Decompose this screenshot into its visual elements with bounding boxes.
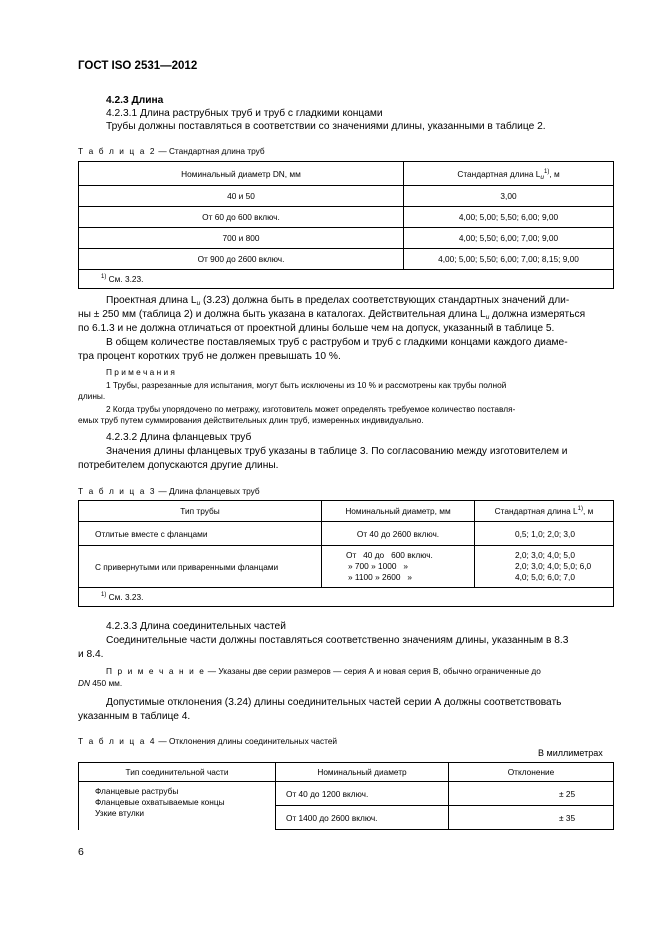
table4-cell-deviation: ± 25	[449, 782, 614, 806]
table2-cell-dn: От 60 до 600 включ.	[79, 207, 404, 228]
section-title-4-2-3-3: 4.2.3.3 Длина соединительных частей	[106, 621, 286, 632]
table-row	[79, 522, 614, 546]
section-title-4-2-3: 4.2.3 Длина	[106, 95, 164, 106]
table3-cell-length: 0,5; 1,0; 2,0; 3,0	[475, 522, 614, 546]
note-series-line-2: DN 450 мм.	[78, 678, 123, 688]
table4-units: В миллиметрах	[538, 748, 603, 758]
table4-cell-deviation: ± 35	[449, 806, 614, 830]
document-header: ГОСТ ISO 2531—2012	[78, 60, 198, 72]
paragraph-deviations-2: указанным в таблице 4.	[78, 711, 191, 722]
paragraph-design-length-1: Проектная длина $L_u$ (3.23) должна быть в пределах соответствующих стандартных значений дли-	[106, 295, 570, 307]
table4-header-dn: Номинальный диаметр	[276, 763, 449, 782]
table3-cell-dn: От 40 до 2600 включ.	[322, 522, 475, 546]
note-1-line-2: длины.	[78, 391, 106, 401]
table2-caption: Т а б л и ц а 2 — Стандартная длина труб	[78, 146, 265, 156]
table-row	[79, 207, 614, 228]
section-title-4-2-3-1: 4.2.3.1 Длина раструбных труб и труб с гладкими концами	[106, 108, 383, 119]
table-row	[79, 782, 614, 806]
table2-footnote: $^{1)}$ См. 3.23.	[79, 270, 614, 289]
table3-header-type: Тип трубы	[79, 501, 322, 522]
table3-caption: Т а б л и ц а 3 — Длина фланцевых труб	[78, 486, 260, 496]
table3-footnote: $^{1)}$ См. 3.23.	[79, 588, 614, 607]
table-row	[79, 546, 614, 588]
table3-cell-type: Отлитые вместе с фланцами	[79, 522, 322, 546]
table4-cell-dn: От 40 до 1200 включ.	[276, 782, 449, 806]
table-row	[79, 228, 614, 249]
notes-heading: П р и м е ч а н и я	[106, 367, 175, 377]
table3-cell-length: 2,0; 3,0; 4,0; 5,0 2,0; 3,0; 4,0; 5,0; 6,0 4,0; 5,0; 6,0; 7,0	[475, 546, 614, 588]
paragraph-deviations-1: Допустимые отклонения (3.24) длины соединительных частей серии А должны соответствовать	[106, 697, 562, 708]
table2-cell-length: 4,00; 5,00; 5,50; 6,00; 7,00; 8,15; 9,00	[404, 249, 614, 270]
note-2-line-1: 2 Когда трубы упорядочено по метражу, изготовитель может определять требуемое количество поставля-	[106, 404, 516, 414]
table2-cell-length: 3,00	[404, 186, 614, 207]
table-row	[79, 186, 614, 207]
table3-cell-type: С привернутыми или приваренными фланцами	[79, 546, 322, 588]
note-2-line-2: емых труб путем суммирования действительных длин труб, измеренных индивидуально.	[78, 415, 424, 425]
note-1-line-1: 1 Трубы, разрезанные для испытания, могут быть исключены из 10 % и рассмотрены как трубы полной	[106, 380, 507, 390]
paragraph-fittings-2: и 8.4.	[78, 649, 104, 660]
paragraph-short-pipes-2: тра процент коротких труб не должен превышать 10 %.	[78, 351, 341, 362]
table4-header-deviation: Отклонение	[449, 763, 614, 782]
table-row	[79, 249, 614, 270]
page-number: 6	[78, 846, 84, 858]
table2-cell-length: 4,00; 5,50; 6,00; 7,00; 9,00	[404, 228, 614, 249]
table3	[78, 500, 614, 607]
note-series: П р и м е ч а н и е — Указаны две серии размеров — серия А и новая серия В, обычно ограниченные до	[106, 666, 541, 676]
table2-cell-length: 4,00; 5,00; 5,50; 6,00; 9,00	[404, 207, 614, 228]
table2-cell-dn: 40 и 50	[79, 186, 404, 207]
section-title-4-2-3-2: 4.2.3.2 Длина фланцевых труб	[106, 432, 252, 443]
paragraph-pipes-length: Трубы должны поставляться в соответствии со значениями длины, указанными в таблице 2.	[106, 121, 546, 132]
table4	[78, 762, 614, 830]
paragraph-short-pipes-1: В общем количестве поставляемых труб с раструбом и труб с гладкими концами каждого диаме-	[106, 337, 568, 348]
table3-header-dn: Номинальный диаметр, мм	[322, 501, 475, 522]
table4-header-type: Тип соединительной части	[79, 763, 276, 782]
paragraph-flanged-1: Значения длины фланцевых труб указаны в таблице 3. По согласованию между изготовителем и	[106, 446, 568, 457]
table2-header-dn: Номинальный диаметр DN, мм	[79, 162, 404, 186]
table2-cell-dn: От 900 до 2600 включ.	[79, 249, 404, 270]
paragraph-design-length-2: ны ± 250 мм (таблица 2) и должна быть указана в каталогах. Действительная длина $L_u$ должна измеряться	[78, 309, 586, 321]
table2-header-length: Стандартная длина $L_u^{1)}$, м	[404, 162, 614, 186]
table4-caption: Т а б л и ц а 4 — Отклонения длины соединительных частей	[78, 736, 338, 746]
paragraph-flanged-2: потребителем допускаются другие длины.	[78, 460, 279, 471]
table4-cell-dn: От 1400 до 2600 включ.	[276, 806, 449, 830]
table3-header-length: Стандартная длина $L^{1)}$, м	[475, 501, 614, 522]
table3-cell-dn: От 40 до 600 включ. » 700 » 1000 » » 1100 » 2600 »	[322, 546, 475, 588]
table2	[78, 161, 614, 289]
table2-cell-dn: 700 и 800	[79, 228, 404, 249]
paragraph-design-length-3: по 6.1.3 и не должна отличаться от проектной длины больше чем на допуск, указанный в таблице 5.	[78, 323, 555, 334]
paragraph-fittings-1: Соединительные части должны поставляться соответственно значениям длины, указанным в 8.3	[106, 635, 569, 646]
table4-cell-type: Фланцевые раструбы Фланцевые охватываемые концы Узкие втулки	[79, 782, 276, 830]
